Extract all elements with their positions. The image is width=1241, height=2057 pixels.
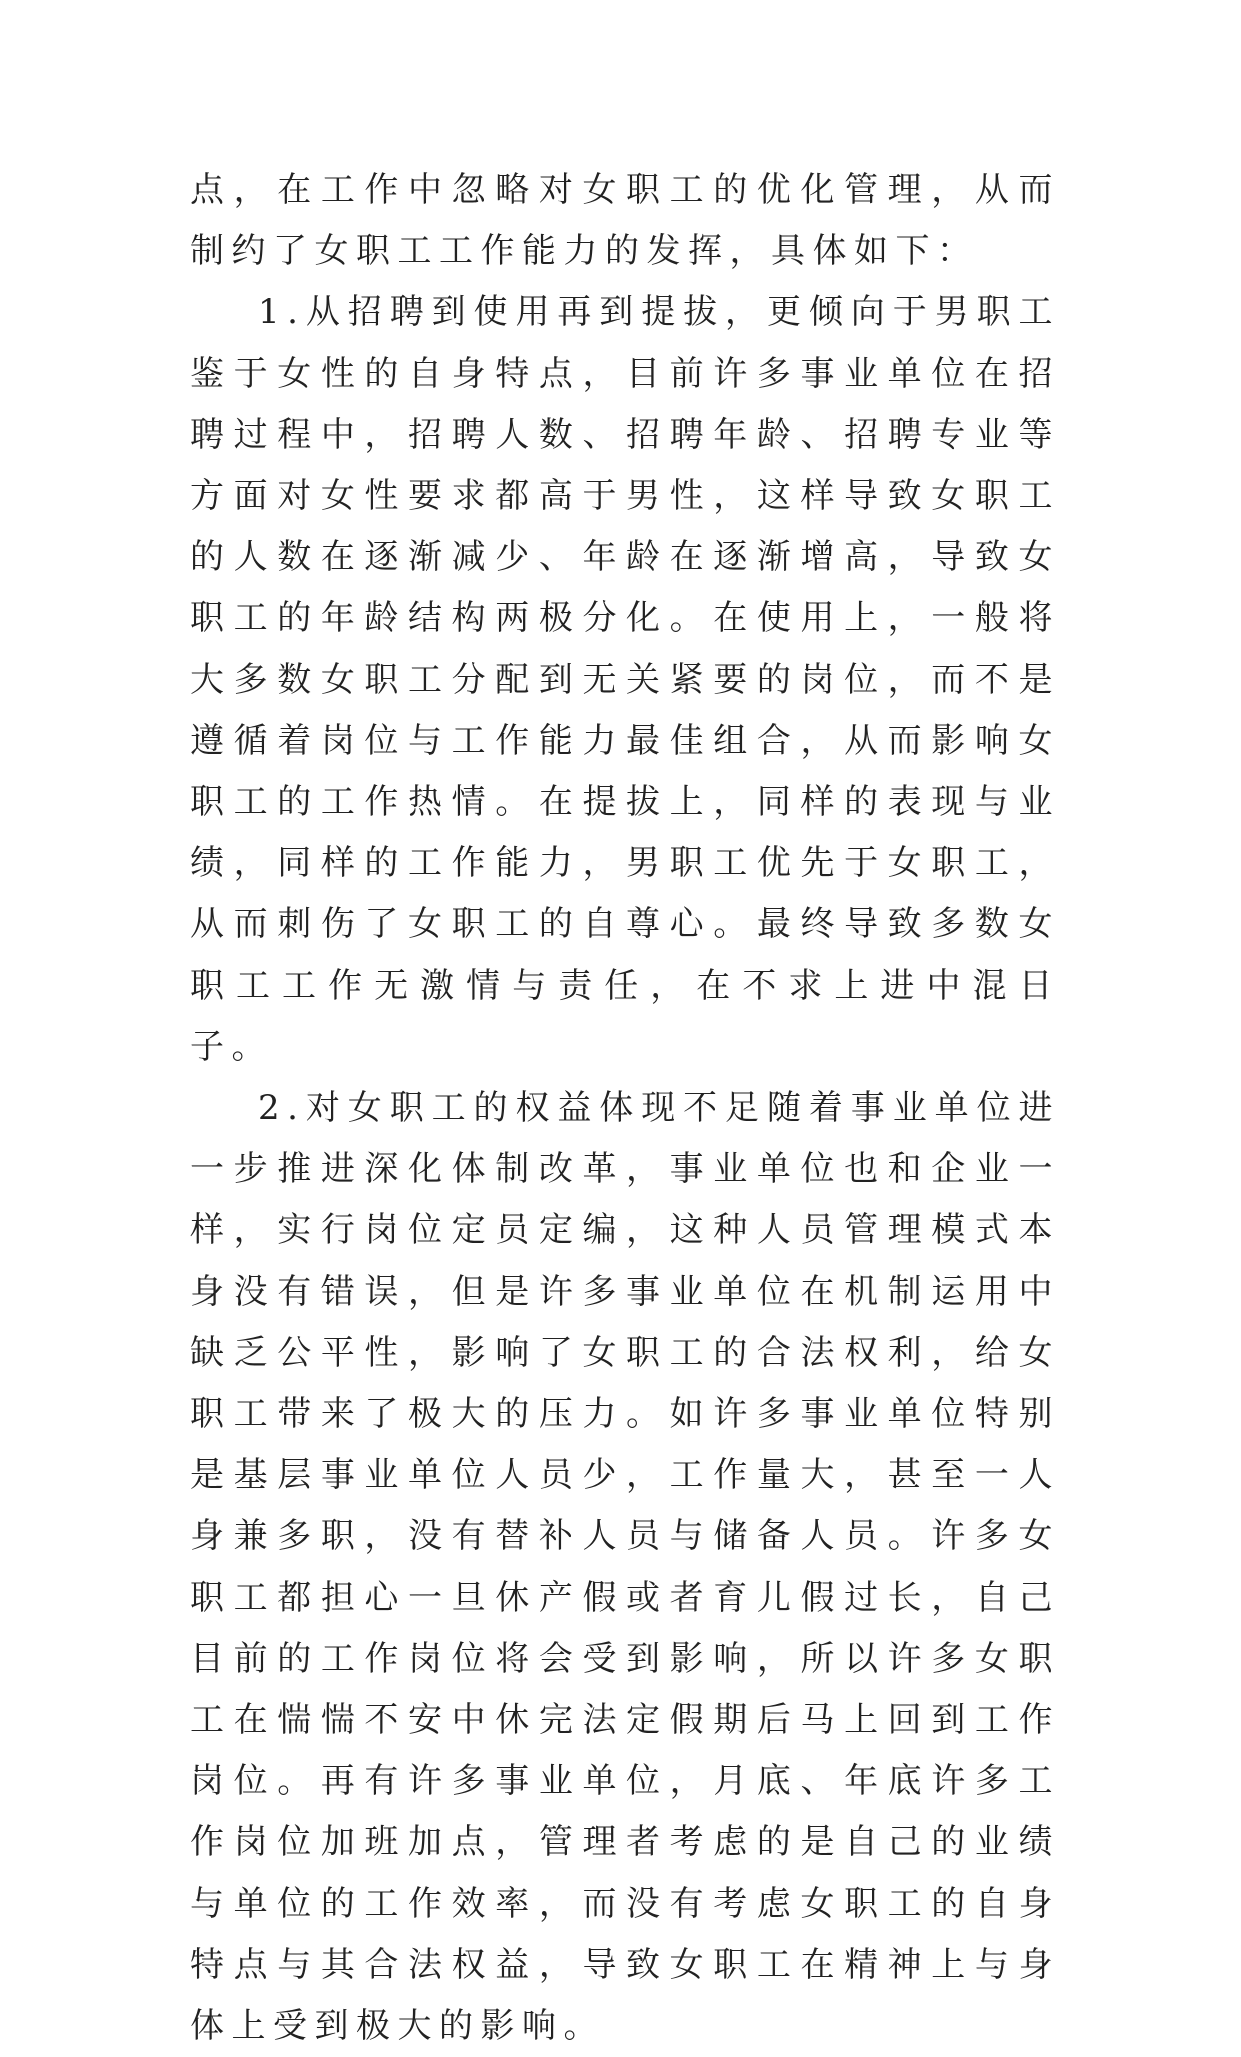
paragraph-item-2: 2.对女职工的权益体现不足随着事业单位进一步推进深化体制改革，事业单位也和企业一样，实行岗位定员定编，这种人员管理模式本身没有错误，但是许多事业单位在机制运用中缺乏公平性，影响了女职工的合法权利，给女职工带来了极大的压力。如许多事业单位特别是基层事业单位人员少，工作量大，甚至一人身兼多职，没有替补人员与储备人员。许多女职工都担心一旦休产假或者育儿假过长，自己目前的工作岗位将会受到影响，所以许多女职工在惴惴不安中休完法定假期后马上回到工作岗位。再有许多事业单位，月底、年底许多工作岗位加班加点，管理者考虑的是自己的业绩与单位的工作效率，而没有考虑女职工的自身特点与其合法权益，导致女职工在精神上与身体上受到极大的影响。 [190,1088,1060,2047]
document-body [190,160,1060,2057]
paragraph-item-1: 1.从招聘到使用再到提拔，更倾向于男职工鉴于女性的自身特点，目前许多事业单位在招聘过程中，招聘人数、招聘年龄、招聘专业等方面对女性要求都高于男性，这样导致女职工的人数在逐渐减少、年龄在逐渐增高，导致女职工的年龄结构两极分化。在使用上，一般将大多数女职工分配到无关紧要的岗位，而不是遵循着岗位与工作能力最佳组合，从而影响女职工的工作热情。在提拔上，同样的表现与业绩，同样的工作能力，男职工优先于女职工，从而刺伤了女职工的自尊心。最终导致多数女职工工作无激情与责任，在不求上进中混日子。 [190,292,1060,1067]
paragraph-continuation: 点，在工作中忽略对女职工的优化管理，从而制约了女职工工作能力的发挥，具体如下： [190,170,1060,272]
